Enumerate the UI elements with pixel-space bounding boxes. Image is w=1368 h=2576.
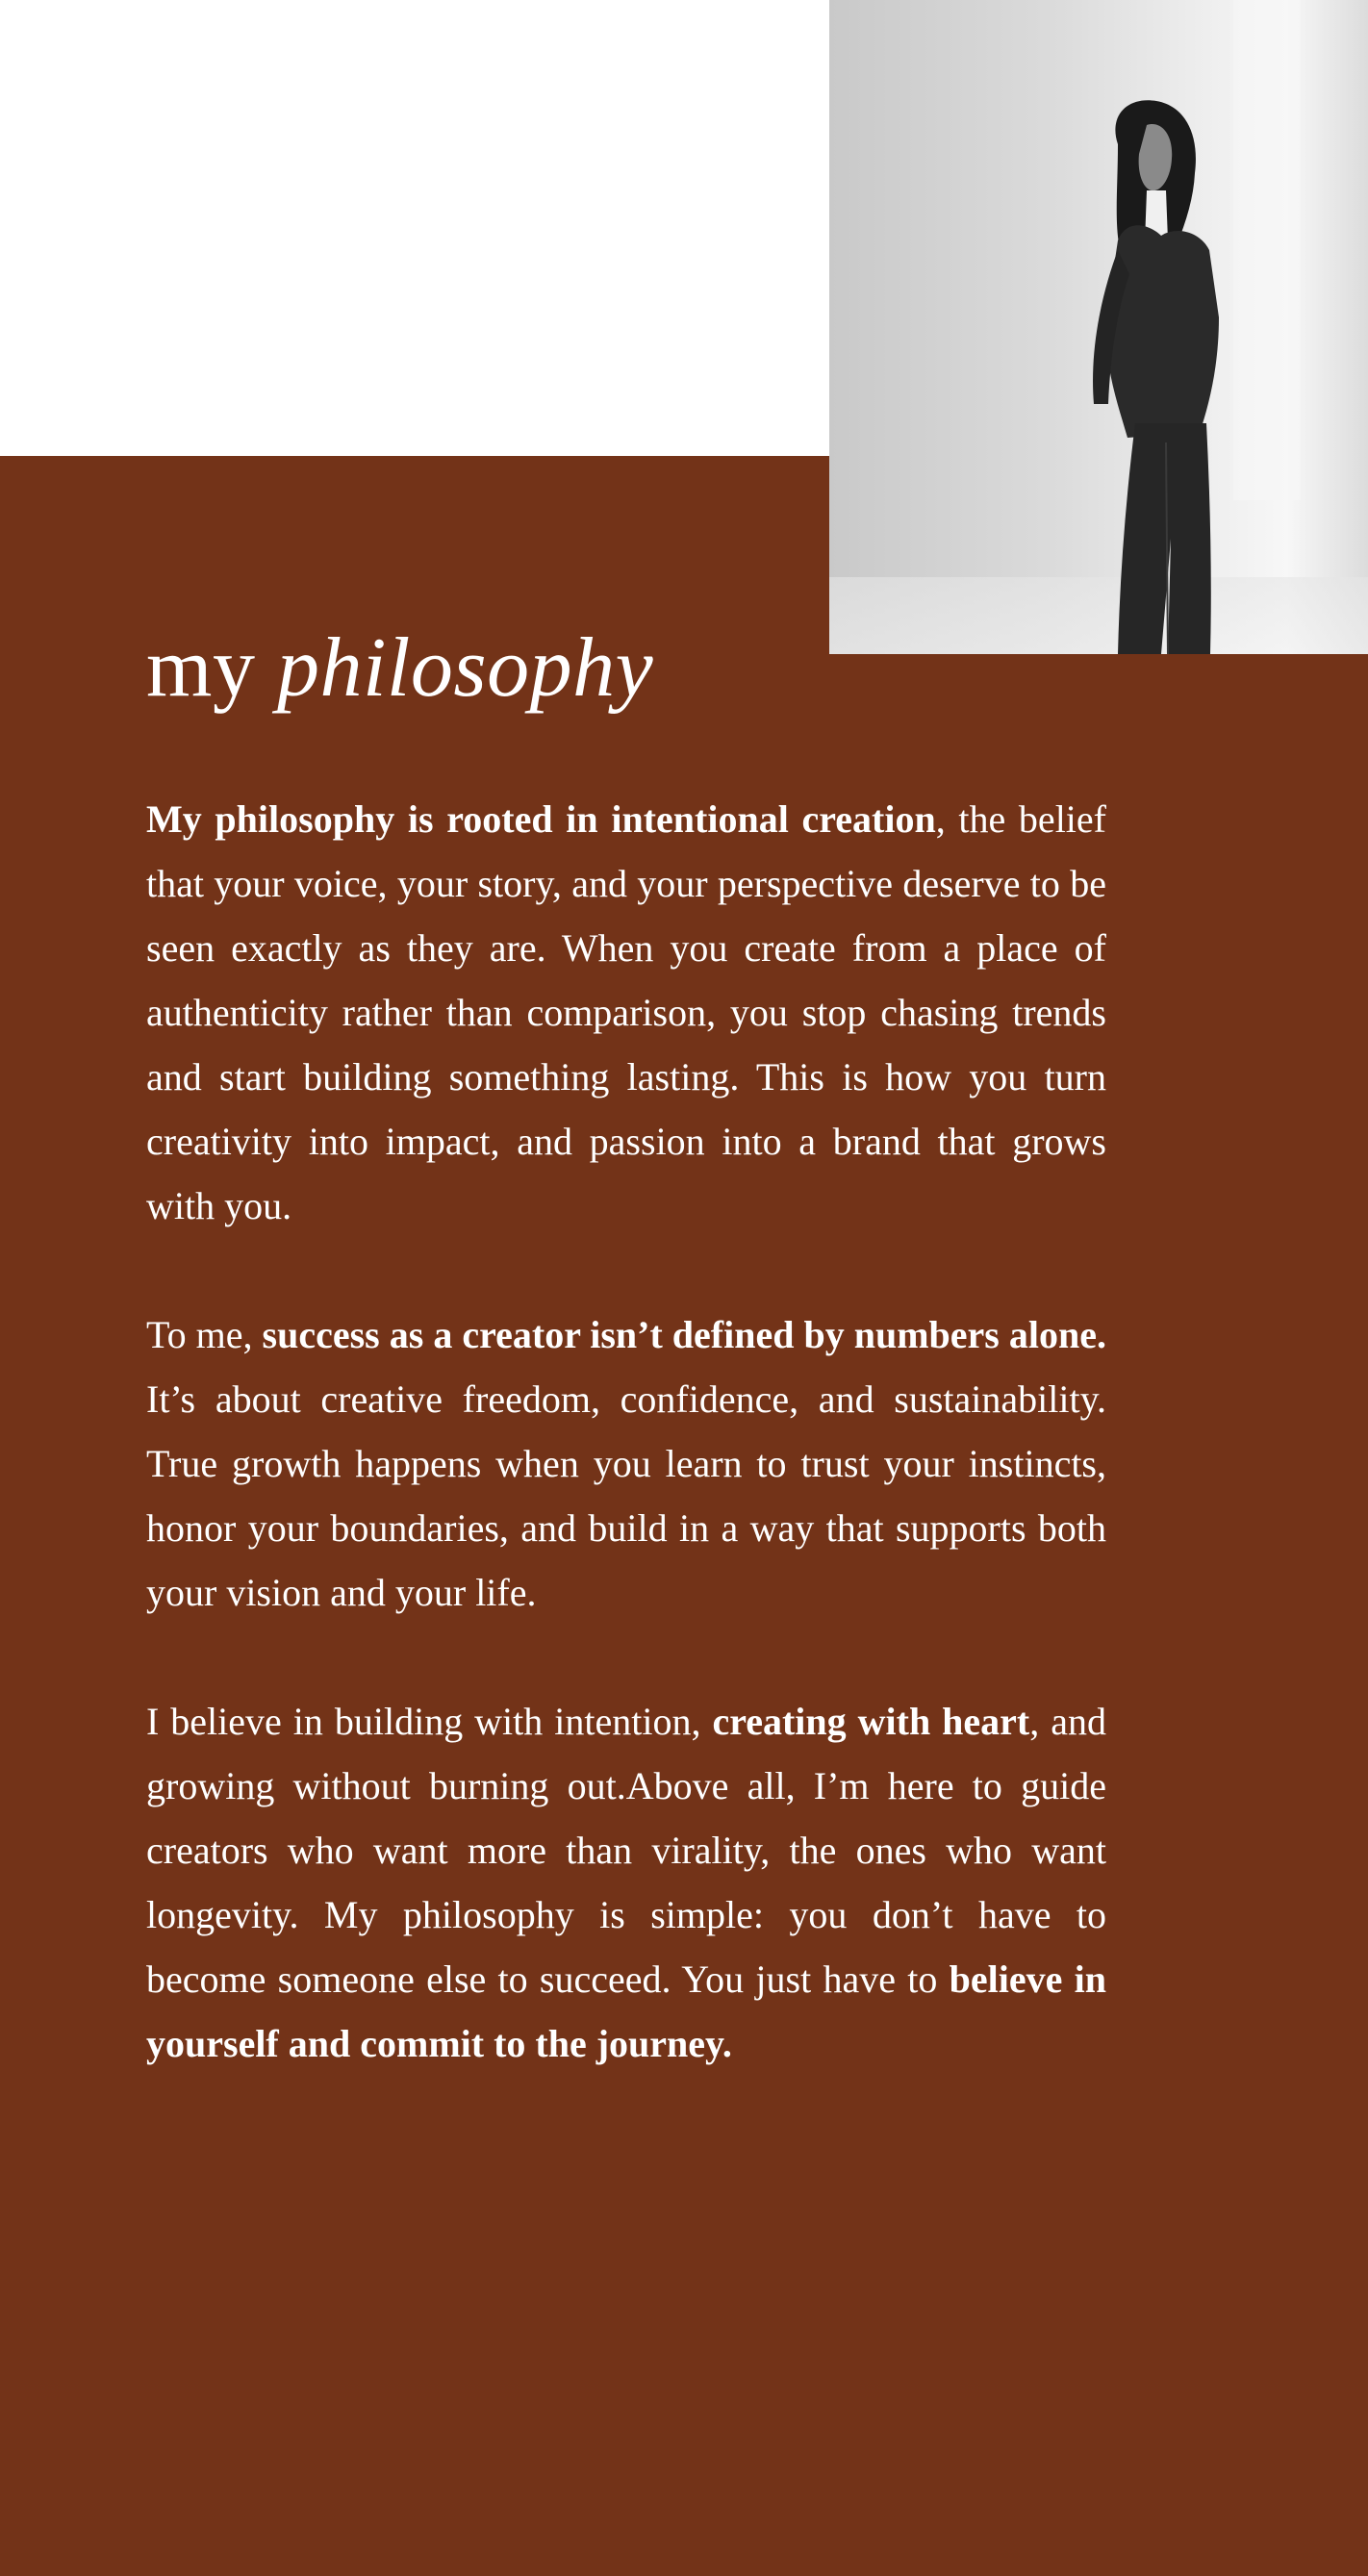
portrait-photo	[829, 0, 1368, 654]
page-title	[146, 616, 653, 721]
paragraph-3-pre: I believe in building with intention,	[146, 1700, 713, 1743]
paragraph-3-bold: creating with heart	[712, 1700, 1030, 1743]
title-italic: philosophy	[276, 621, 654, 715]
philosophy-body	[146, 787, 1106, 2140]
paragraph-2-bold: success as a creator isn’t defined by numbers alone.	[262, 1313, 1106, 1356]
paragraph-2	[146, 1302, 1106, 1625]
paragraph-1-bold-lead: My philosophy is rooted in intentional creation	[146, 797, 936, 841]
paragraph-3-bold-end: believe in yourself and commit to the journey.	[146, 1957, 1106, 2065]
paragraph-1-text: , the belief that your voice, your story, and your perspective deserve to be seen exactly as they are. When you create from a place of authenticity rather than comparison, you stop chasing trends and start building something lasting. This is how you turn creativity into impact, and passion into a brand that grows with you.	[146, 797, 1106, 1227]
title-regular: my	[146, 621, 256, 715]
paragraph-1	[146, 787, 1106, 1238]
paragraph-2-pre: To me,	[146, 1313, 263, 1356]
paragraph-3-mid: , and growing without burning out.Above all, I’m here to guide creators who want more than virality, the ones who want longevity. My philosophy is simple: you don’t have to become someone else to succeed. You just have to	[146, 1700, 1106, 2001]
paragraph-3	[146, 1689, 1106, 2076]
paragraph-2-post: It’s about creative freedom, confidence, and sustainability. True growth happens when you learn to trust your instincts, honor your boundaries, and build in a way that supports both your vision and your life.	[146, 1377, 1106, 1614]
